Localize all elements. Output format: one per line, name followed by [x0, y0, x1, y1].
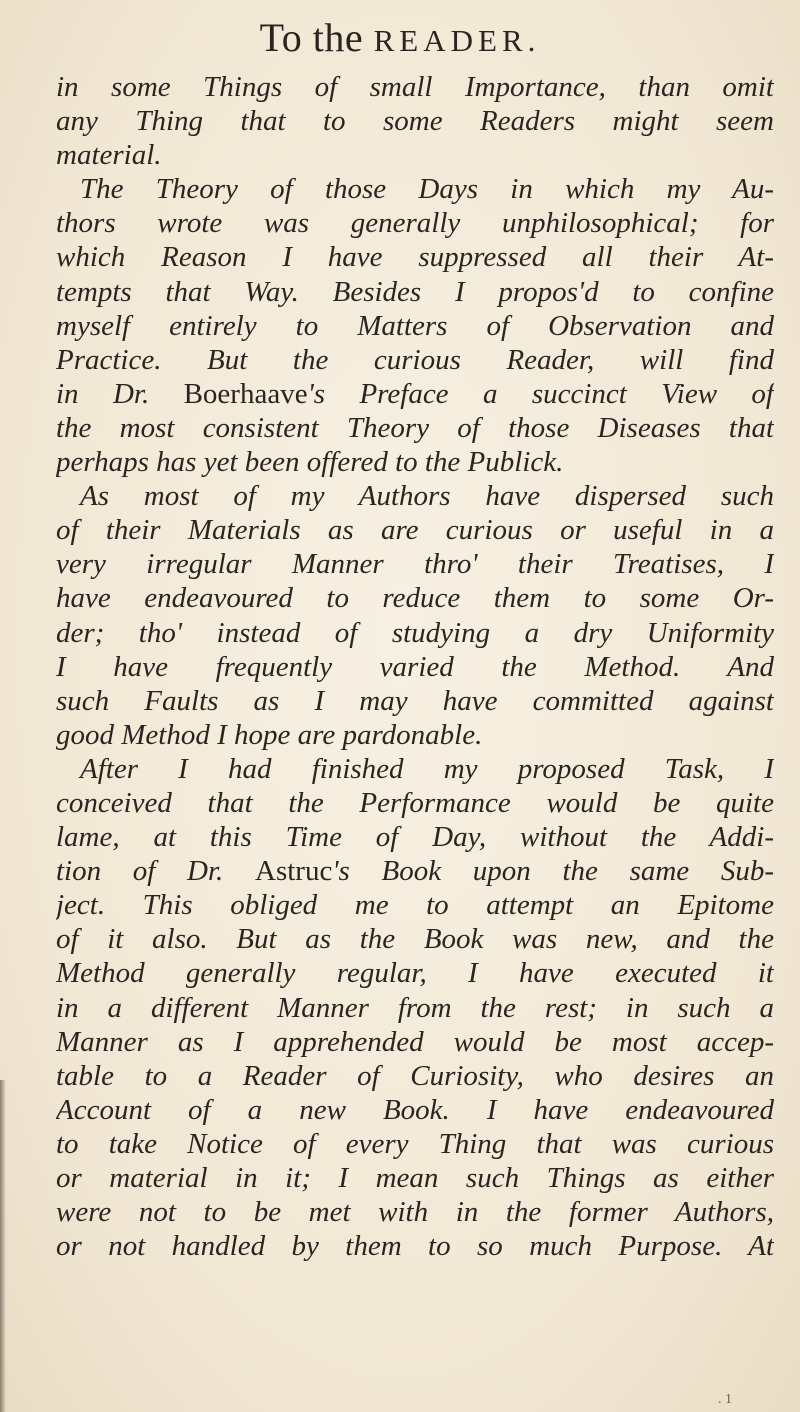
proper-name: Astruc — [255, 855, 333, 888]
text-line: or material in it; I mean such Things as either — [56, 1162, 774, 1194]
text-line: ject. This obliged me to attempt an Epitome — [56, 889, 774, 922]
running-head — [0, 14, 800, 65]
text-line: any Thing that to some Readers might seem — [56, 105, 774, 138]
text-line: such Faults as I may have committed against — [56, 684, 774, 717]
text-line: table to a Reader of Curiosity, who desires an — [56, 1059, 774, 1092]
text-line: tempts that Way. Besides I propos'd to confine — [56, 275, 774, 308]
text-line: The Theory of those Days in which my Au- — [80, 173, 774, 206]
running-head-caps: READER. — [373, 23, 541, 58]
body-text — [56, 70, 774, 1263]
text-line: Practice. But the curious Reader, will find — [56, 343, 774, 376]
text-line: der; tho' instead of studying a dry Uniformity — [56, 616, 774, 649]
text-line: have endeavoured to reduce them to some Or- — [56, 582, 774, 615]
text-line: As most of my Authors have dispersed such — [80, 480, 774, 513]
running-head-prefix: To the — [259, 15, 374, 60]
text-line-segment: 's Book upon the same Sub- — [332, 855, 774, 888]
text-line: in some Things of small Importance, than omit — [56, 71, 774, 103]
text-line: perhaps has yet been offered to the Publick. — [56, 446, 564, 479]
text-line: of it also. But as the Book was new, and the — [56, 923, 774, 956]
text-line: thors wrote was generally unphilosophical; for — [56, 207, 774, 240]
text-line: or not handled by them to so much Purpose. At — [56, 1230, 774, 1263]
text-line: were not to be met with in the former Authors, — [56, 1196, 774, 1229]
text-line: very irregular Manner thro' their Treatises, I — [56, 548, 774, 581]
text-line — [56, 377, 774, 411]
text-line: in a different Manner from the rest; in such a — [56, 991, 774, 1024]
text-line: material. — [56, 139, 162, 172]
text-line: myself entirely to Matters of Observation and — [56, 309, 774, 342]
text-line-segment: tion of Dr. — [56, 855, 255, 888]
text-line — [56, 854, 774, 888]
text-line-segment: 's Preface a succinct View of — [307, 377, 774, 410]
text-line: of their Materials as are curious or useful in a — [56, 514, 774, 547]
page-gutter-shadow — [0, 1080, 6, 1412]
folio-mark: . 1 — [718, 1392, 732, 1407]
text-line: Method generally regular, I have executed it — [56, 957, 774, 990]
text-line: which Reason I have suppressed all their At- — [56, 241, 774, 274]
text-line: Manner as I apprehended would be most accep- — [56, 1025, 774, 1058]
text-line: I have frequently varied the Method. And — [56, 650, 774, 683]
text-line: conceived that the Performance would be quite — [56, 786, 774, 819]
proper-name: Boerhaave — [183, 377, 308, 410]
text-line: to take Notice of every Thing that was curious — [56, 1127, 774, 1160]
text-line: Account of a new Book. I have endeavoured — [56, 1093, 774, 1126]
text-line: After I had finished my proposed Task, I — [80, 752, 774, 785]
text-line: lame, at this Time of Day, without the Addi- — [56, 821, 774, 854]
text-line: the most consistent Theory of those Diseases that — [56, 411, 774, 444]
text-line-segment: in Dr. — [56, 377, 184, 410]
text-line: good Method I hope are pardonable. — [56, 718, 483, 751]
